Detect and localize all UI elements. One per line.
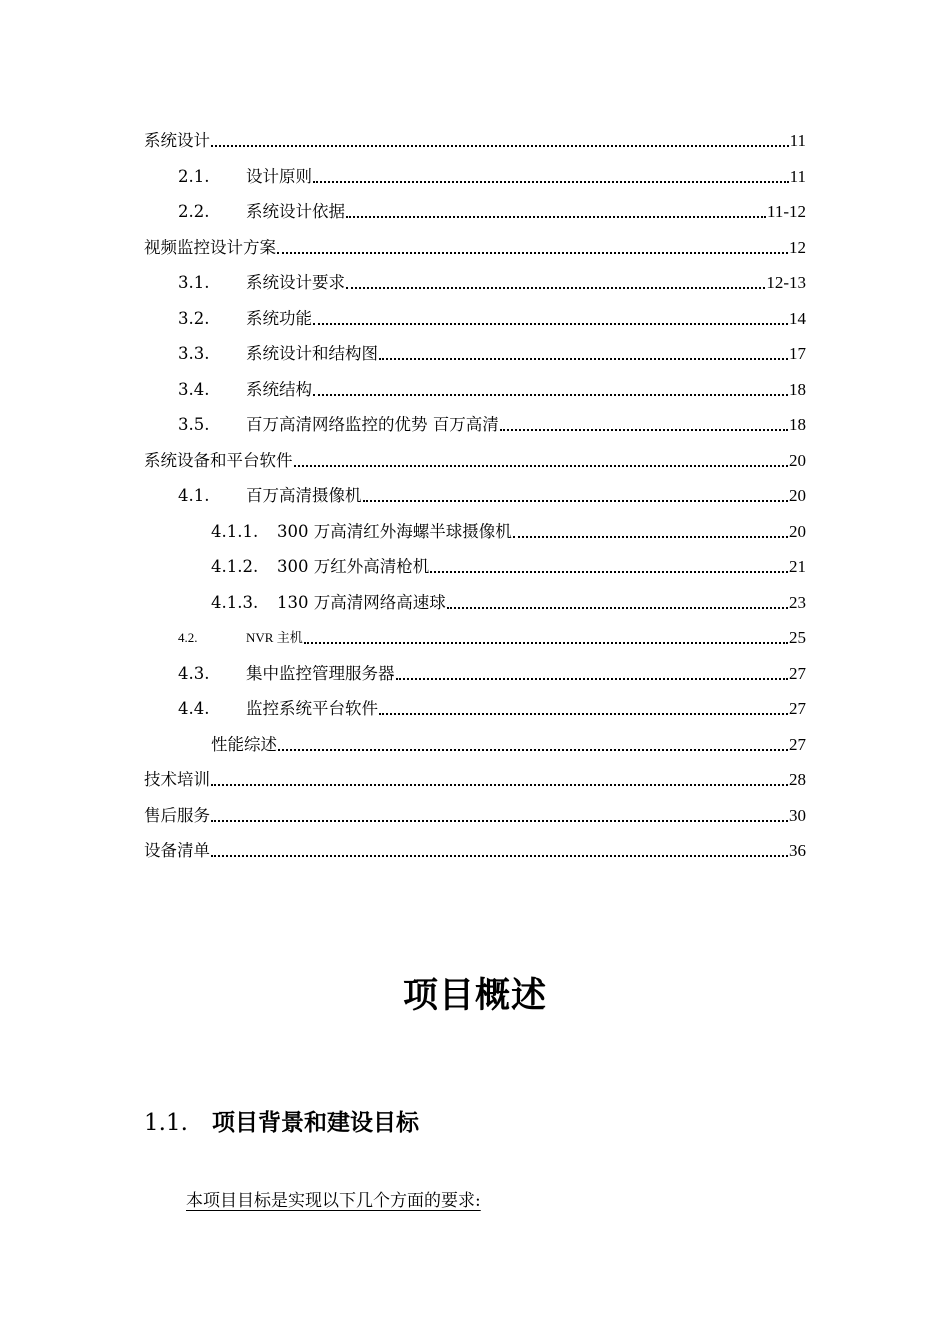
toc-entry-title: 百万高清网络监控的优势 百万高清 xyxy=(246,415,499,434)
toc-entry-page: 20 xyxy=(789,450,806,470)
toc-entry[interactable] xyxy=(144,440,806,472)
toc-entry-title: 130 万高清网络高速球 xyxy=(277,592,446,612)
toc-entry-number: 3.2. xyxy=(178,308,210,328)
toc-dot-leader xyxy=(278,748,788,751)
toc-dot-leader xyxy=(304,641,788,644)
toc-entry-page: 18 xyxy=(789,415,806,434)
toc-dot-leader xyxy=(447,606,788,609)
toc-entry-page: 36 xyxy=(789,841,806,860)
toc-entry-page: 23 xyxy=(789,592,806,612)
toc-entry[interactable] xyxy=(178,156,806,188)
toc-entry-number: 3.1. xyxy=(178,273,210,292)
toc-entry-number: 4.1. xyxy=(178,486,210,505)
toc-entry[interactable] xyxy=(211,511,806,543)
toc-entry-page: 18 xyxy=(789,379,806,399)
toc-entry-title: 系统设计和结构图 xyxy=(246,344,378,363)
toc-entry-title: 系统结构 xyxy=(246,379,312,399)
toc-entry-number: 3.4. xyxy=(178,379,210,399)
toc-entry-title: 监控系统平台软件 xyxy=(246,699,378,718)
toc-entry-number: 4.1.1. xyxy=(211,521,259,541)
toc-entry[interactable] xyxy=(178,298,806,330)
toc-dot-leader xyxy=(363,499,789,502)
toc-entry-page: 11 xyxy=(789,131,806,150)
toc-entry-title: 系统设计 xyxy=(144,131,210,150)
toc-entry[interactable] xyxy=(178,333,806,365)
toc-entry-page: 20 xyxy=(789,521,806,541)
toc-entry-page: 11-12 xyxy=(766,202,806,221)
toc-entry-page: 30 xyxy=(789,805,806,825)
toc-entry-page: 27 xyxy=(789,734,806,754)
toc-dot-leader xyxy=(211,144,789,147)
toc-dot-leader xyxy=(500,428,788,431)
toc-entry-title: 售后服务 xyxy=(144,805,210,825)
section-title: 项目背景和建设目标 xyxy=(212,1110,419,1136)
toc-dot-leader xyxy=(277,251,788,254)
toc-entry-number: 2.1. xyxy=(178,166,210,186)
toc-dot-leader xyxy=(313,393,788,396)
body-paragraph xyxy=(152,1186,481,1211)
toc-entry[interactable] xyxy=(178,653,806,685)
toc-entry-page: 12 xyxy=(789,237,806,257)
toc-dot-leader xyxy=(313,322,788,325)
toc-entry[interactable] xyxy=(211,724,806,756)
section-heading xyxy=(144,1104,419,1137)
toc-entry[interactable] xyxy=(144,120,806,152)
toc-dot-leader xyxy=(346,286,765,289)
toc-entry-number: 3.3. xyxy=(178,344,210,363)
toc-entry[interactable] xyxy=(144,830,806,862)
toc-entry-title: 系统功能 xyxy=(246,308,312,328)
toc-entry-title: NVR 主机 xyxy=(246,630,303,645)
toc-dot-leader xyxy=(513,535,788,538)
toc-entry-title: 系统设计要求 xyxy=(246,273,345,292)
toc-dot-leader xyxy=(294,464,789,467)
toc-entry-page: 20 xyxy=(789,486,806,505)
toc-entry[interactable] xyxy=(178,475,806,507)
toc-dot-leader xyxy=(211,854,788,857)
toc-entry-title: 300 万高清红外海螺半球摄像机 xyxy=(277,521,512,541)
toc-entry-title: 设计原则 xyxy=(246,166,312,186)
toc-entry-page: 17 xyxy=(789,344,806,363)
toc-dot-leader xyxy=(346,215,766,218)
toc-dot-leader xyxy=(379,357,788,360)
toc-entry-title: 设备清单 xyxy=(144,841,210,860)
toc-entry-page: 12-13 xyxy=(766,273,806,292)
toc-dot-leader xyxy=(396,677,789,680)
toc-entry-title: 系统设备和平台软件 xyxy=(144,450,293,470)
section-number: 1.1. xyxy=(144,1110,188,1136)
toc-entry-title: 系统设计依据 xyxy=(246,202,345,221)
body-text: 本项目目标是实现以下几个方面的要求: xyxy=(186,1191,481,1211)
toc-entry-title: 300 万红外高清枪机 xyxy=(277,557,430,576)
toc-entry-number: 4.1.2. xyxy=(211,557,259,576)
toc-entry[interactable] xyxy=(211,546,806,578)
toc-dot-leader xyxy=(211,783,788,786)
toc-entry-number: 4.4. xyxy=(178,699,210,718)
toc-entry-title: 性能综述 xyxy=(211,734,277,754)
toc-entry-page: 14 xyxy=(789,308,806,328)
toc-entry-title: 技术培训 xyxy=(144,770,210,789)
toc-entry[interactable] xyxy=(178,688,806,720)
toc-dot-leader xyxy=(211,819,788,822)
toc-entry[interactable] xyxy=(178,369,806,401)
toc-entry[interactable] xyxy=(144,759,806,791)
toc-entry-number: 2.2. xyxy=(178,202,210,221)
chapter-heading: 项目概述 xyxy=(402,976,547,1016)
toc-entry[interactable] xyxy=(178,617,806,649)
toc-dot-leader xyxy=(430,570,788,573)
toc-entry[interactable] xyxy=(178,262,806,294)
toc-entry-page: 21 xyxy=(789,557,806,576)
toc-entry-number: 4.1.3. xyxy=(211,592,259,612)
toc-entry-number: 4.2. xyxy=(178,630,198,645)
toc-entry[interactable] xyxy=(144,227,806,259)
toc-entry-title: 视频监控设计方案 xyxy=(144,237,276,257)
toc-entry[interactable] xyxy=(178,191,806,223)
toc-entry-title: 百万高清摄像机 xyxy=(246,486,362,505)
toc-entry[interactable] xyxy=(178,404,806,436)
toc-entry-page: 27 xyxy=(789,699,806,718)
toc-entry-title: 集中监控管理服务器 xyxy=(246,663,395,683)
toc-entry-page: 28 xyxy=(789,770,806,789)
toc-dot-leader xyxy=(379,712,788,715)
toc-dot-leader xyxy=(313,180,789,183)
toc-entry-page: 11 xyxy=(789,166,806,186)
toc-entry[interactable] xyxy=(144,795,806,827)
toc-entry[interactable] xyxy=(211,582,806,614)
toc-entry-page: 25 xyxy=(789,628,806,647)
toc-entry-number: 4.3. xyxy=(178,663,210,683)
toc-entry-number: 3.5. xyxy=(178,415,210,434)
toc-entry-page: 27 xyxy=(789,663,806,683)
